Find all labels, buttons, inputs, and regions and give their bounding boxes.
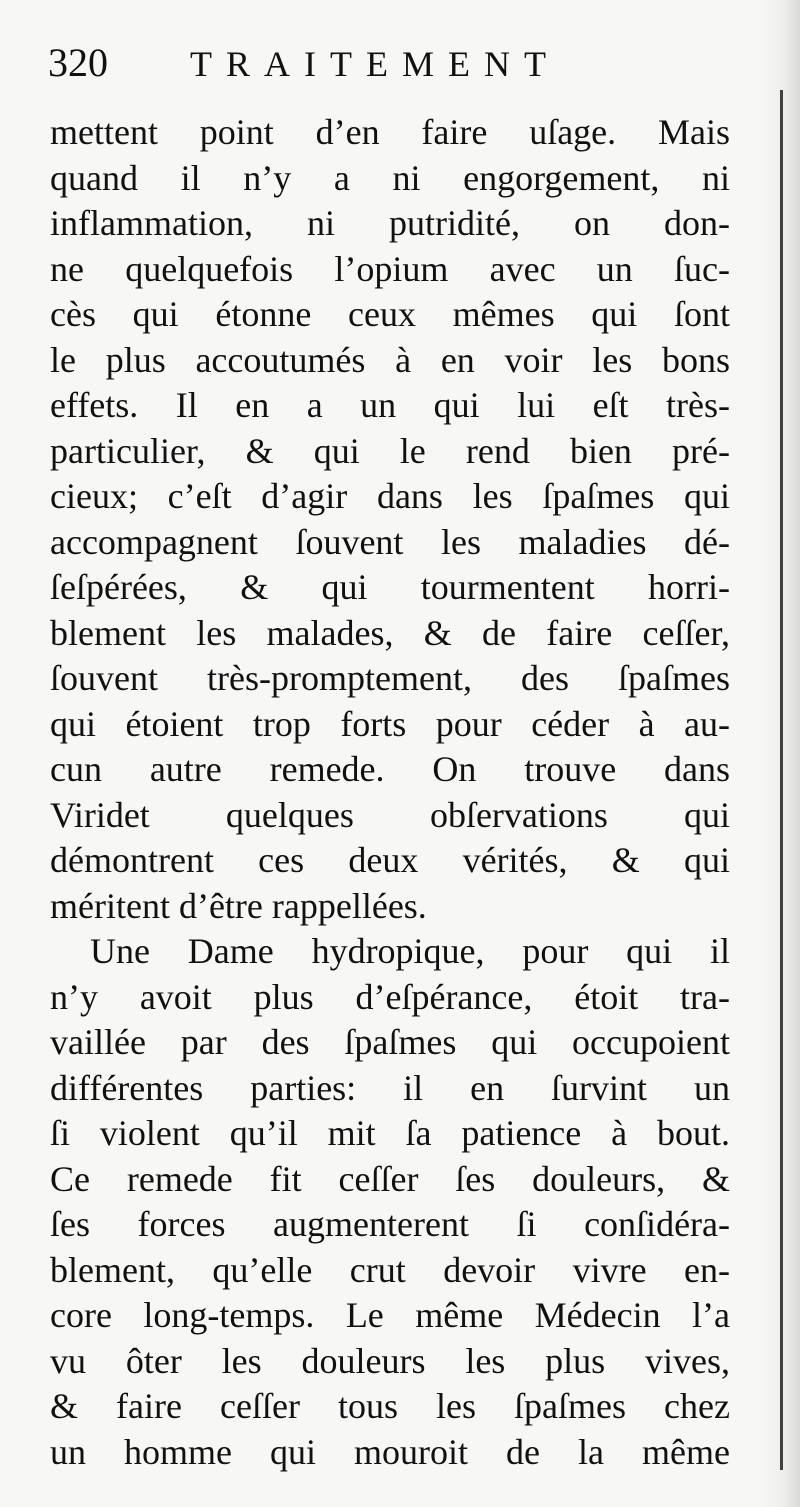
page-header [48, 38, 748, 88]
text-line: cès qui étonne ceux mêmes qui ſont [50, 294, 730, 334]
body-text [50, 110, 730, 1475]
text-line: quand il n’y a ni engorgement, ni [50, 157, 730, 198]
text-line: n’y avoit plus d’eſpérance, étoit tra- [50, 976, 730, 1017]
text-line: core long-temps. Le même Médecin l’a [50, 1295, 730, 1335]
text-line: ne quelquefois l’opium avec un ſuc- [50, 248, 730, 289]
text-line: ſi violent qu’il mit ſa patience à bout. [50, 1113, 730, 1153]
text-line: qui étoient trop forts pour céder à au- [50, 703, 730, 744]
text-line: blement, qu’elle crut devoir vivre en- [50, 1249, 730, 1290]
page-edge-line [780, 90, 783, 1470]
text-line: blement les malades, & de faire ceſſer, [50, 612, 730, 653]
text-line: particulier, & qui le rend bien pré- [50, 430, 730, 471]
text-line: vaillée par des ſpaſmes qui occupoient [50, 1022, 730, 1062]
text-line: un homme qui mouroit de la même [50, 1431, 730, 1472]
text-line: inflammation, ni putridité, on don- [50, 203, 730, 243]
text-line: mettent point d’en faire uſage. Mais [50, 112, 730, 152]
text-line: ſeſpérées, & qui tourmentent horri- [50, 567, 730, 607]
running-title: TRAITEMENT [190, 44, 560, 84]
page-number: 320 [48, 40, 108, 85]
text-line: le plus accoutumés à en voir les bons [50, 339, 730, 380]
text-line: & faire ceſſer tous les ſpaſmes chez [50, 1386, 730, 1426]
text-line: cieux; c’eſt d’agir dans les ſpaſmes qui [50, 476, 730, 516]
text-line-paragraph-end: méritent d’être rappellées. [50, 885, 427, 926]
text-line: Viridet quelques obſervations qui [50, 794, 730, 835]
text-line: ſes forces augmenterent ſi conſidéra- [50, 1204, 730, 1244]
text-line-paragraph-start: Une Dame hydropique, pour qui il [90, 931, 730, 971]
text-line: accompagnent ſouvent les maladies dé- [50, 521, 730, 562]
text-line: Ce remede fit ceſſer ſes douleurs, & [50, 1158, 730, 1199]
text-line: cun autre remede. On trouve dans [50, 749, 730, 789]
text-line: ſouvent très-promptement, des ſpaſmes [50, 658, 730, 698]
text-line: effets. Il en a un qui lui eſt très- [50, 385, 730, 425]
text-line: vu ôter les douleurs les plus vives, [50, 1340, 730, 1381]
text-line: démontrent ces deux vérités, & qui [50, 840, 730, 880]
text-line: différentes parties: il en ſurvint un [50, 1067, 730, 1108]
